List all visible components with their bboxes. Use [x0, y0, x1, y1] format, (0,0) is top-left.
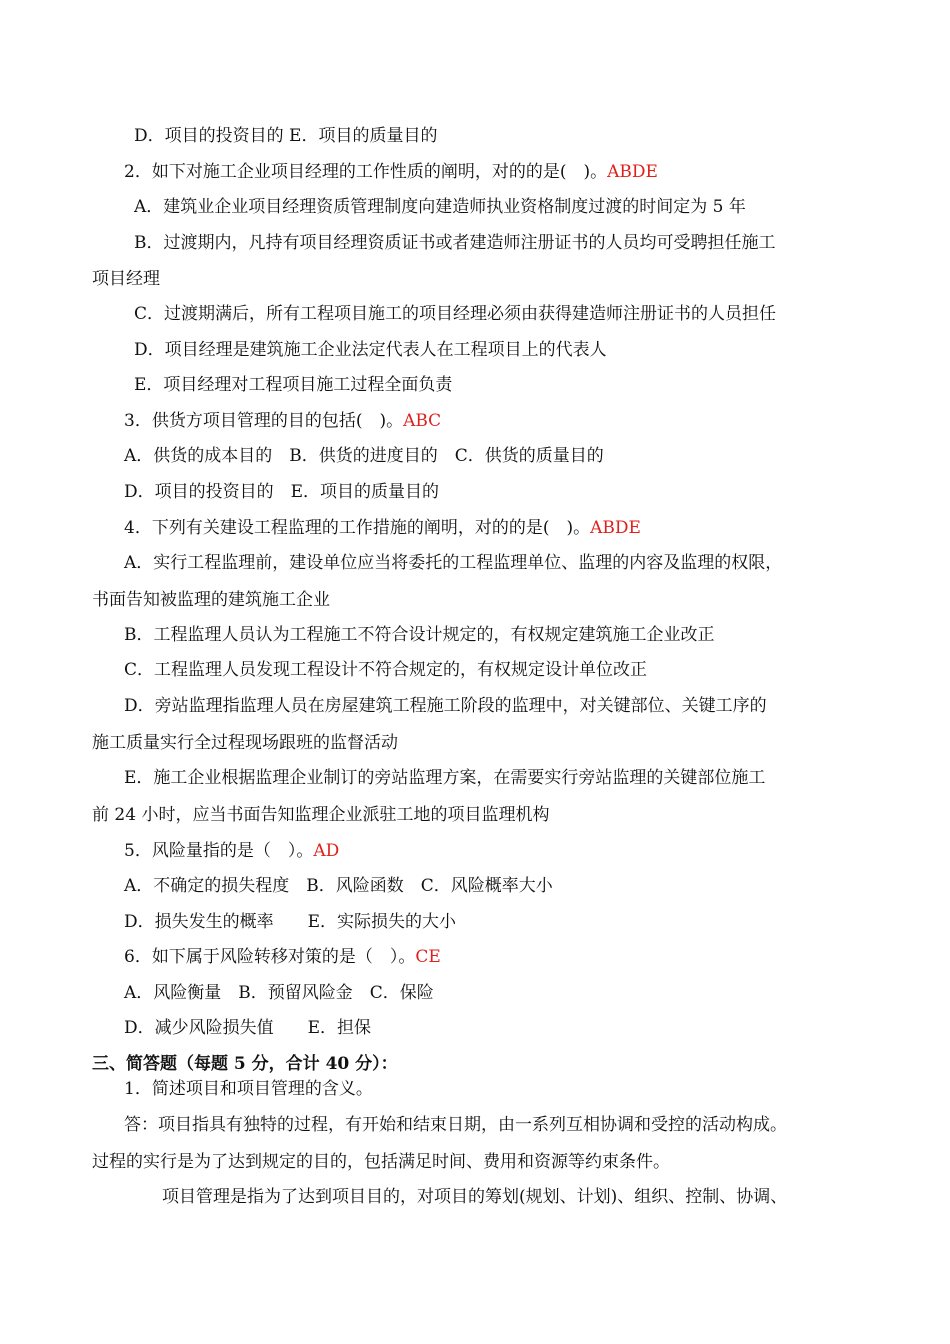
question-2: 2．如下对施工企业项目经理的工作性质的阐明，对的的是( )。ABDE	[124, 162, 658, 182]
option-continuation: 施工质量实行全过程现场跟班的监督活动	[92, 733, 398, 753]
option-line: C．过渡期满后，所有工程项目施工的项目经理必须由获得建造师注册证书的人员担任	[134, 304, 777, 324]
answer-paragraph: 过程的实行是为了达到规定的目的，包括满足时间、费用和资源等约束条件。	[92, 1152, 670, 1172]
answer-key: AD	[313, 841, 340, 861]
answer-key: ABDE	[607, 162, 658, 182]
option-line: D．项目的投资目的 E．项目的质量目的	[134, 126, 438, 146]
option-continuation: 书面告知被监理的建筑施工企业	[92, 590, 330, 610]
option-line: D．项目经理是建筑施工企业法定代表人在工程项目上的代表人	[134, 340, 607, 360]
answer-key: CE	[415, 947, 441, 967]
option-line: B．过渡期内，凡持有项目经理资质证书或者建造师注册证书的人员均可受聘担任施工	[134, 233, 776, 253]
option-line: A．不确定的损失程度 B．风险函数 C．风险概率大小	[124, 876, 553, 896]
option-continuation: 项目经理	[92, 269, 160, 289]
option-line: A．供货的成本目的 B．供货的进度目的 C．供货的质量目的	[124, 446, 604, 466]
option-line: D．旁站监理指监理人员在房屋建筑工程施工阶段的监理中，对关键部位、关键工序的	[124, 696, 767, 716]
option-line: A．风险衡量 B．预留风险金 C．保险	[124, 983, 434, 1003]
option-line: E．施工企业根据监理企业制订的旁站监理方案，在需要实行旁站监理的关键部位施工	[124, 768, 766, 788]
answer-paragraph: 项目管理是指为了达到项目目的，对项目的筹划(规划、计划)、组织、控制、协调、	[162, 1187, 788, 1207]
question-1: 1．简述项目和项目管理的含义。	[124, 1079, 373, 1099]
option-line: C．工程监理人员发现工程设计不符合规定的，有权规定设计单位改正	[124, 660, 648, 680]
option-line: E．项目经理对工程项目施工过程全面负责	[134, 375, 453, 395]
question-3: 3．供货方项目管理的目的包括( )。ABC	[124, 411, 442, 431]
option-line: B．工程监理人员认为工程施工不符合设计规定的，有权规定建筑施工企业改正	[124, 625, 715, 645]
answer-paragraph: 答：项目指具有独特的过程，有开始和结束日期，由一系列互相协调和受控的活动构成。	[124, 1115, 787, 1135]
answer-key: ABC	[403, 411, 442, 431]
option-line: D．项目的投资目的 E．项目的质量目的	[124, 482, 440, 502]
option-line: D．减少风险损失值 E．担保	[124, 1018, 372, 1038]
question-5: 5．风险量指的是（ ）。AD	[124, 841, 340, 861]
question-6: 6．如下属于风险转移对策的是（ ）。CE	[124, 947, 441, 967]
section-heading: 三、简答题（每题 5 分，合计 40 分）：	[92, 1054, 398, 1074]
answer-key: ABDE	[590, 518, 641, 538]
question-4: 4．下列有关建设工程监理的工作措施的阐明，对的的是( )。ABDE	[124, 518, 641, 538]
option-line: A．实行工程监理前，建设单位应当将委托的工程监理单位、监理的内容及监理的权限，	[124, 553, 783, 573]
option-line: D．损失发生的概率 E．实际损失的大小	[124, 912, 457, 932]
option-continuation: 前 24 小时，应当书面告知监理企业派驻工地的项目监理机构	[92, 805, 550, 825]
option-line: A．建筑业企业项目经理资质管理制度向建造师执业资格制度过渡的时间定为 5 年	[134, 197, 746, 217]
